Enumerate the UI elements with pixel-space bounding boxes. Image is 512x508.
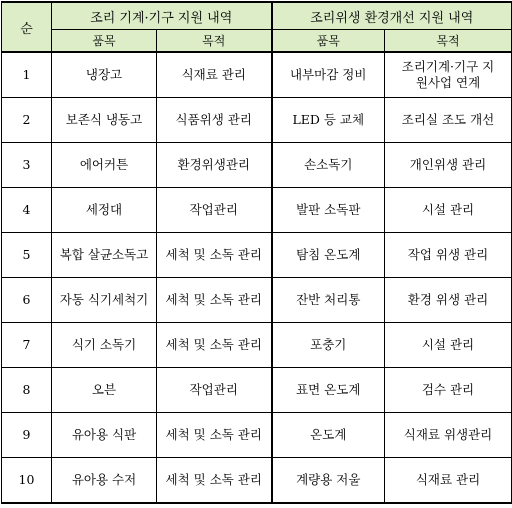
equipment-item: 에어커튼 — [52, 143, 157, 188]
equipment-purpose: 세척 및 소독 관리 — [157, 278, 272, 323]
hygiene-item: 포충기 — [272, 323, 385, 368]
table-row — [2, 368, 512, 413]
hygiene-item: 탐침 온도계 — [272, 233, 385, 278]
table-row — [2, 52, 512, 98]
table-row — [2, 188, 512, 233]
hygiene-purpose: 환경 위생 관리 — [385, 278, 512, 323]
table-row — [2, 233, 512, 278]
row-number: 4 — [2, 188, 52, 233]
equipment-item: 보존식 냉동고 — [52, 98, 157, 143]
hygiene-item: 잔반 처리통 — [272, 278, 385, 323]
header-hygiene-item: 품목 — [272, 30, 385, 53]
table-row — [2, 458, 512, 504]
hygiene-purpose: 조리기계·기구 지원사업 연계 — [385, 52, 512, 98]
equipment-purpose: 작업관리 — [157, 188, 272, 233]
equipment-item: 식기 소독기 — [52, 323, 157, 368]
row-number: 9 — [2, 413, 52, 458]
header-group-equipment: 조리 기계·기구 지원 내역 — [52, 2, 272, 30]
equipment-purpose: 세척 및 소독 관리 — [157, 323, 272, 368]
hygiene-purpose: 개인위생 관리 — [385, 143, 512, 188]
table-row — [2, 143, 512, 188]
table-row — [2, 323, 512, 368]
hygiene-purpose: 작업 위생 관리 — [385, 233, 512, 278]
equipment-item: 냉장고 — [52, 52, 157, 98]
hygiene-item: 내부마감 정비 — [272, 52, 385, 98]
hygiene-item: LED 등 교체 — [272, 98, 385, 143]
header-equipment-purpose: 목적 — [157, 30, 272, 53]
table-row — [2, 278, 512, 323]
header-equipment-item: 품목 — [52, 30, 157, 53]
row-number: 10 — [2, 458, 52, 504]
hygiene-item: 발판 소독판 — [272, 188, 385, 233]
hygiene-purpose: 식재료 위생관리 — [385, 413, 512, 458]
hygiene-item: 온도계 — [272, 413, 385, 458]
equipment-item: 유아용 수저 — [52, 458, 157, 504]
equipment-item: 세정대 — [52, 188, 157, 233]
table-row — [2, 98, 512, 143]
hygiene-purpose: 조리실 조도 개선 — [385, 98, 512, 143]
header-number: 순 — [2, 2, 52, 52]
equipment-purpose: 작업관리 — [157, 368, 272, 413]
hygiene-purpose: 시설 관리 — [385, 188, 512, 233]
equipment-purpose: 식재료 관리 — [157, 52, 272, 98]
equipment-purpose: 세척 및 소독 관리 — [157, 458, 272, 504]
hygiene-item: 손소독기 — [272, 143, 385, 188]
row-number: 8 — [2, 368, 52, 413]
equipment-item: 자동 식기세척기 — [52, 278, 157, 323]
row-number: 6 — [2, 278, 52, 323]
equipment-item: 유아용 식판 — [52, 413, 157, 458]
row-number: 7 — [2, 323, 52, 368]
row-number: 3 — [2, 143, 52, 188]
row-number: 2 — [2, 98, 52, 143]
row-number: 5 — [2, 233, 52, 278]
hygiene-item: 계량용 저울 — [272, 458, 385, 504]
header-hygiene-purpose: 목적 — [385, 30, 512, 53]
equipment-item: 복합 살균소독고 — [52, 233, 157, 278]
hygiene-purpose: 검수 관리 — [385, 368, 512, 413]
hygiene-purpose: 시설 관리 — [385, 323, 512, 368]
hygiene-item: 표면 온도계 — [272, 368, 385, 413]
row-number: 1 — [2, 52, 52, 98]
hygiene-purpose: 식재료 관리 — [385, 458, 512, 504]
equipment-purpose: 식품위생 관리 — [157, 98, 272, 143]
header-group-hygiene: 조리위생 환경개선 지원 내역 — [272, 2, 512, 30]
equipment-purpose: 세척 및 소독 관리 — [157, 413, 272, 458]
equipment-purpose: 환경위생관리 — [157, 143, 272, 188]
table-row — [2, 413, 512, 458]
support-items-table — [1, 1, 512, 504]
equipment-purpose: 세척 및 소독 관리 — [157, 233, 272, 278]
equipment-item: 오븐 — [52, 368, 157, 413]
